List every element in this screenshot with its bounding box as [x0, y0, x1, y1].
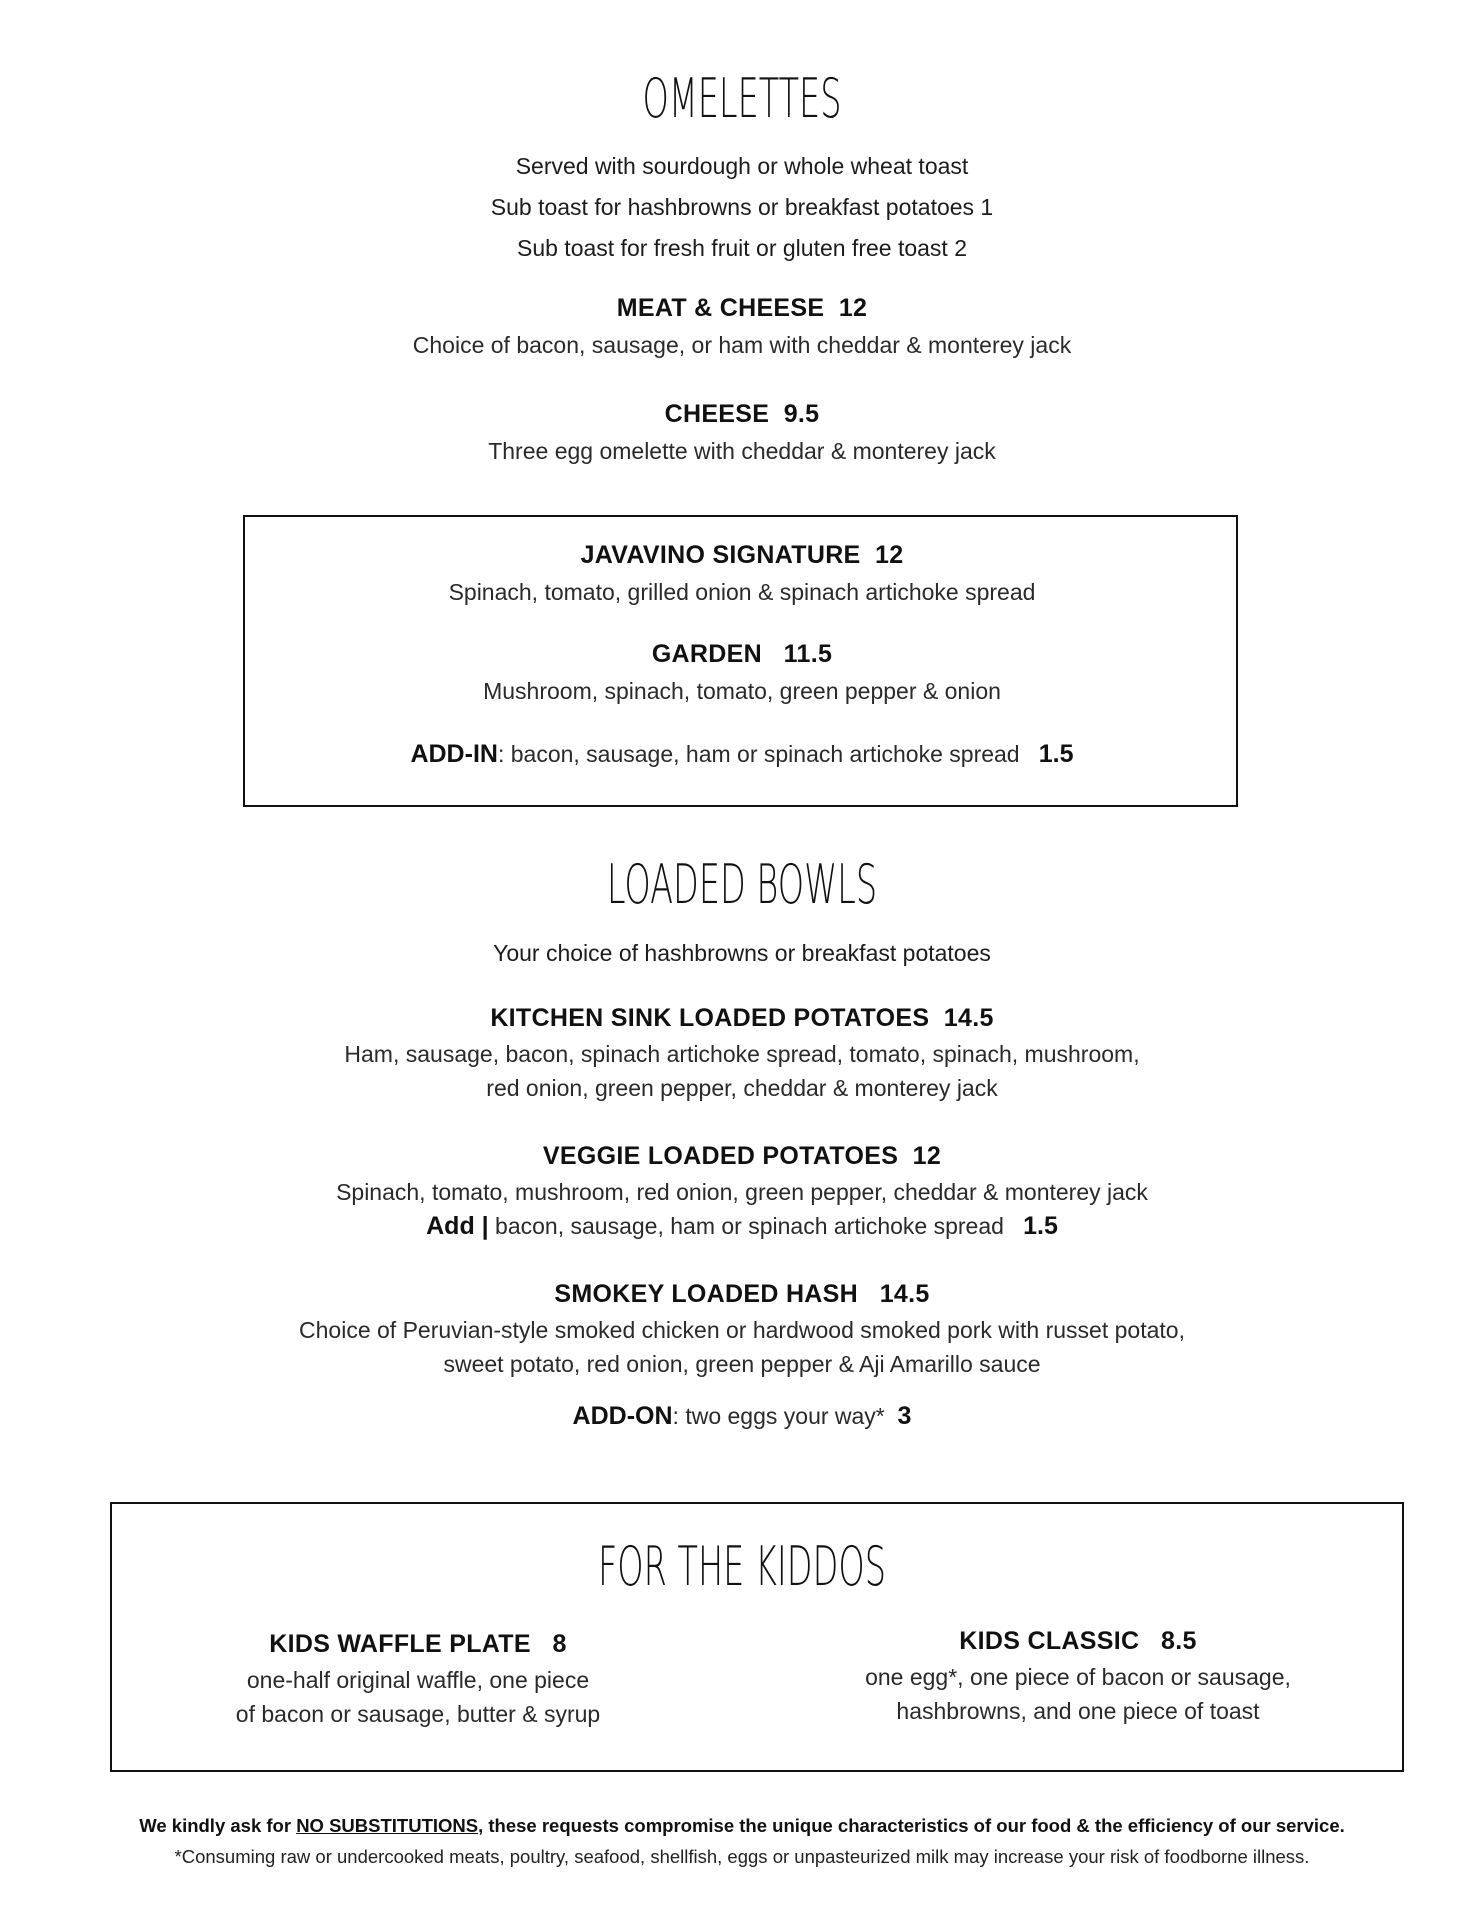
addin-price: 1.5 [1038, 740, 1074, 768]
loaded-bowls-addon [0, 1402, 1484, 1431]
omelettes-note-1: Served with sourdough or whole wheat toast [515, 153, 969, 179]
kids-waffle-plate [168, 1630, 668, 1731]
veggie-add [0, 1212, 1484, 1241]
item-title-smokey-hash: SMOKEY LOADED HASH 14.5 [554, 1280, 930, 1308]
item-desc-kids-classic-2: hashbrowns, and one piece of toast [896, 1698, 1260, 1724]
veggie-add-text: bacon, sausage, ham or spinach artichoke spread [488, 1213, 1024, 1239]
item-title-veggie-loaded: VEGGIE LOADED POTATOES 12 [542, 1142, 942, 1170]
addon-label: ADD-ON [572, 1402, 673, 1430]
item-desc-kitchen-sink-2: red onion, green pepper, cheddar & monterey jack [486, 1075, 998, 1101]
item-title-garden: GARDEN 11.5 [651, 640, 833, 668]
footer-line1-emph: NO SUBSTITUTIONS [296, 1815, 479, 1836]
item-title-kids-waffle: KIDS WAFFLE PLATE 8 [269, 1630, 567, 1658]
item-desc-kitchen-sink-1: Ham, sausage, bacon, spinach artichoke spread, tomato, spinach, mushroom, [344, 1041, 1140, 1067]
item-title-kids-classic: KIDS CLASSIC 8.5 [959, 1627, 1197, 1655]
addin-label: ADD-IN [410, 740, 498, 768]
kids-classic [828, 1627, 1328, 1728]
omelettes-note-2: Sub toast for hashbrowns or breakfast potatoes 1 [490, 194, 994, 220]
footer-no-substitutions [0, 1815, 1484, 1837]
omelettes-heading-wrap [0, 67, 1484, 130]
item-desc-javavino-signature: Spinach, tomato, grilled onion & spinach artichoke spread [448, 579, 1036, 605]
item-title-meat-cheese: MEAT & CHEESE 12 [616, 294, 868, 322]
kiddos-heading-wrap [0, 1535, 1484, 1598]
addin-text: : bacon, sausage, ham or spinach artichoke spread [497, 741, 1039, 767]
omelettes-heading: OMELETTES [642, 67, 842, 130]
item-desc-cheese: Three egg omelette with cheddar & monterey jack [488, 438, 996, 464]
item-desc-meat-cheese: Choice of bacon, sausage, or ham with cheddar & monterey jack [412, 332, 1072, 358]
omelettes-addin [0, 740, 1484, 769]
veggie-add-label: Add | [426, 1212, 489, 1240]
item-title-cheese: CHEESE 9.5 [664, 400, 820, 428]
veggie-add-price: 1.5 [1023, 1212, 1058, 1240]
addon-price: 3 [897, 1402, 912, 1430]
loaded-bowls-note: Your choice of hashbrowns or breakfast potatoes [493, 940, 991, 966]
item-desc-garden: Mushroom, spinach, tomato, green pepper & onion [483, 678, 1001, 704]
footer-consumption-warning: *Consuming raw or undercooked meats, poultry, seafood, shellfish, eggs or unpasteurized milk may increase your risk of foodborne illness. [174, 1846, 1310, 1867]
item-desc-veggie-loaded: Spinach, tomato, mushroom, red onion, green pepper, cheddar & monterey jack [336, 1179, 1148, 1205]
item-title-javavino-signature: JAVAVINO SIGNATURE 12 [580, 541, 904, 569]
kiddos-heading: FOR THE KIDDOS [598, 1535, 886, 1598]
item-title-kitchen-sink: KITCHEN SINK LOADED POTATOES 14.5 [490, 1004, 994, 1032]
addon-text: : two eggs your way* [672, 1403, 898, 1429]
footer-line1-pre: We kindly ask for [139, 1815, 297, 1836]
omelettes-note-3: Sub toast for fresh fruit or gluten free toast 2 [516, 235, 968, 261]
loaded-bowls-heading: LOADED BOWLS [606, 853, 878, 916]
item-desc-kids-waffle-2: of bacon or sausage, butter & syrup [235, 1701, 601, 1727]
item-desc-smokey-hash-2: sweet potato, red onion, green pepper & Aji Amarillo sauce [443, 1351, 1041, 1377]
item-desc-kids-waffle-1: one-half original waffle, one piece [246, 1667, 590, 1693]
item-desc-smokey-hash-1: Choice of Peruvian-style smoked chicken or hardwood smoked pork with russet potato, [299, 1317, 1185, 1343]
item-desc-kids-classic-1: one egg*, one piece of bacon or sausage, [865, 1664, 1291, 1690]
footer-line1-post: , these requests compromise the unique characteristics of our food & the efficiency of our service. [478, 1815, 1345, 1836]
loaded-bowls-heading-wrap [0, 853, 1484, 916]
